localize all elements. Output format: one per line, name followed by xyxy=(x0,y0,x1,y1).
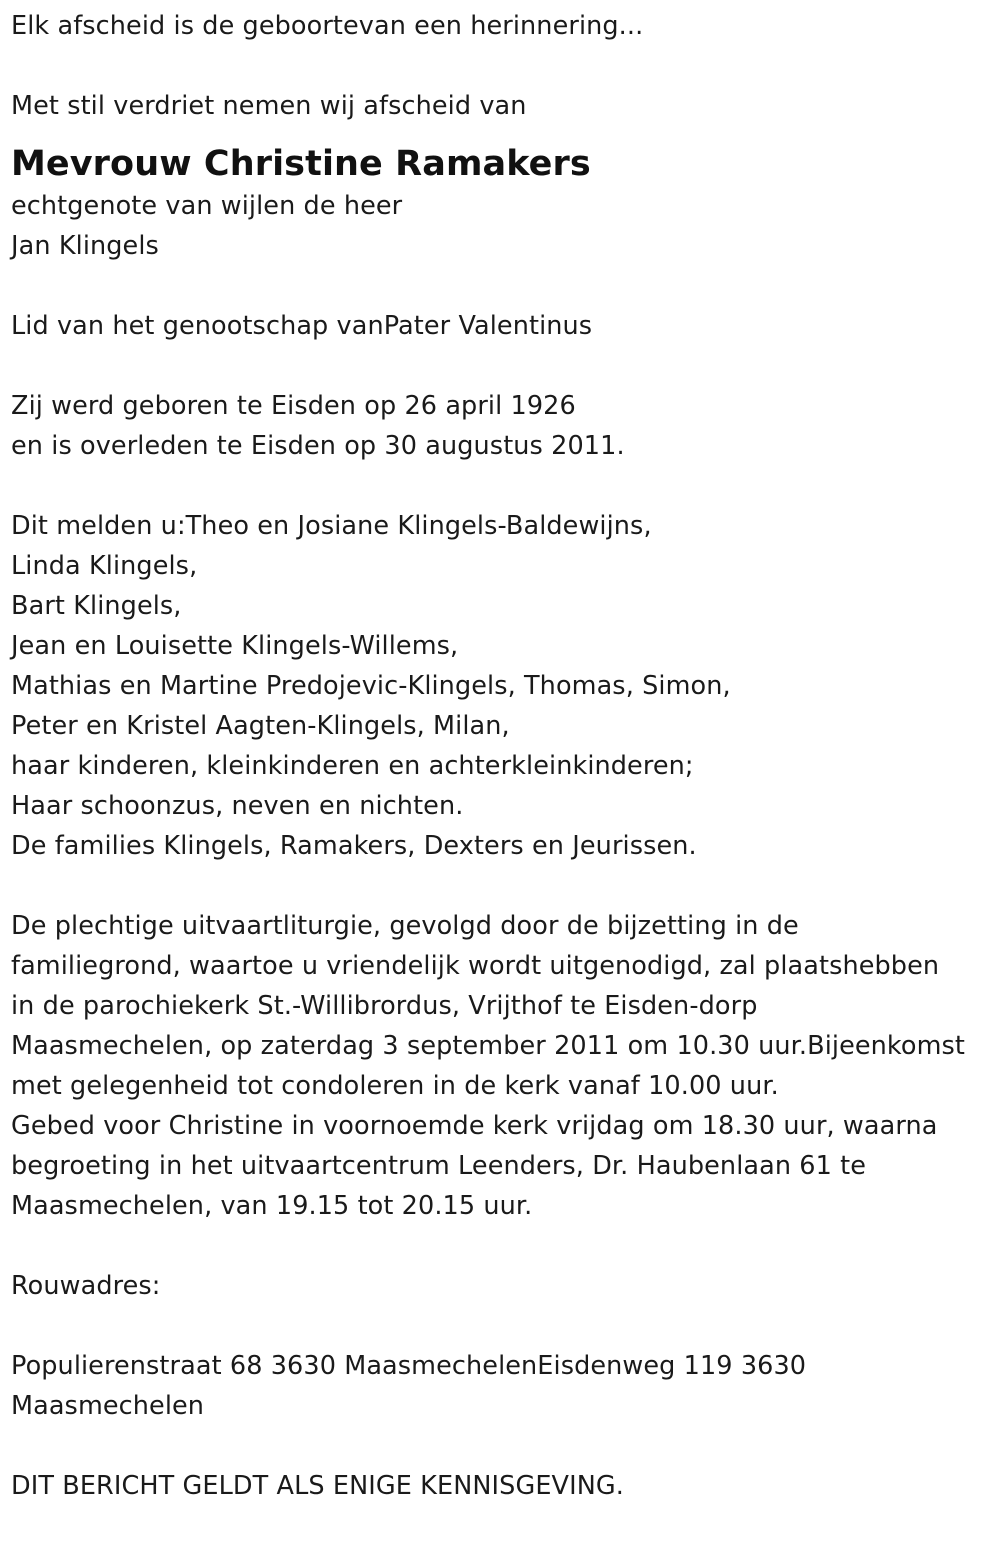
motto: Elk afscheid is de geboortevan een herinnering... xyxy=(11,11,644,41)
announcer-line: Peter en Kristel Aagten-Klingels, Milan, xyxy=(11,711,510,741)
intro-text: Met stil verdriet nemen wij afscheid van xyxy=(11,91,527,121)
announcer-line: Linda Klingels, xyxy=(11,551,198,581)
announcer-line: Dit melden u:Theo en Josiane Klingels-Baldewijns, xyxy=(11,511,652,541)
birth-info: Zij werd geboren te Eisden op 26 april 1926 xyxy=(11,391,576,421)
ceremony-details xyxy=(11,906,991,1226)
address-label: Rouwadres: xyxy=(11,1271,161,1301)
announcer-line: Haar schoonzus, neven en nichten. xyxy=(11,791,464,821)
spacer xyxy=(11,46,991,86)
spouse-line: echtgenote van wijlen de heer xyxy=(11,191,403,221)
announcer-line: haar kinderen, kleinkinderen en achterkleinkinderen; xyxy=(11,751,694,781)
spacer xyxy=(11,346,991,386)
spacer xyxy=(11,1306,991,1346)
announcer-line: Jean en Louisette Klingels-Willems, xyxy=(11,631,459,661)
ceremony-line: met gelegenheid tot condoleren in de kerk vanaf 10.00 uur. xyxy=(11,1071,779,1101)
spacer xyxy=(11,866,991,906)
announcer-line: Mathias en Martine Predojevic-Klingels, Thomas, Simon, xyxy=(11,671,731,701)
announcers-list xyxy=(11,506,991,866)
death-info: en is overleden te Eisden op 30 augustus 2011. xyxy=(11,431,625,461)
spacer xyxy=(11,1426,991,1466)
announcer-line: Bart Klingels, xyxy=(11,591,182,621)
ceremony-line: in de parochiekerk St.-Willibrordus, Vrijthof te Eisden-dorp xyxy=(11,991,758,1021)
ceremony-line: De plechtige uitvaartliturgie, gevolgd door de bijzetting in de xyxy=(11,911,799,941)
ceremony-line: familiegrond, waartoe u vriendelijk wordt uitgenodigd, zal plaatshebben xyxy=(11,951,940,981)
address-line: Maasmechelen xyxy=(11,1391,205,1421)
ceremony-line: Gebed voor Christine in voornoemde kerk vrijdag om 18.30 uur, waarna xyxy=(11,1111,938,1141)
closing-statement: DIT BERICHT GELDT ALS ENIGE KENNISGEVING. xyxy=(11,1471,624,1501)
ceremony-line: Maasmechelen, van 19.15 tot 20.15 uur. xyxy=(11,1191,533,1221)
spouse-name: Jan Klingels xyxy=(11,231,159,261)
announcer-line: De families Klingels, Ramakers, Dexters en Jeurissen. xyxy=(11,831,697,861)
deceased-name: Mevrouw Christine Ramakers xyxy=(11,144,591,184)
spacer xyxy=(11,266,991,306)
obituary-notice xyxy=(11,6,991,1506)
membership: Lid van het genootschap vanPater Valentinus xyxy=(11,311,593,341)
spacer xyxy=(11,466,991,506)
spacer xyxy=(11,1226,991,1266)
ceremony-line: begroeting in het uitvaartcentrum Leenders, Dr. Haubenlaan 61 te xyxy=(11,1151,867,1181)
ceremony-line: Maasmechelen, op zaterdag 3 september 2011 om 10.30 uur.Bijeenkomst xyxy=(11,1031,966,1061)
address-line: Populierenstraat 68 3630 MaasmechelenEisdenweg 119 3630 xyxy=(11,1351,807,1381)
